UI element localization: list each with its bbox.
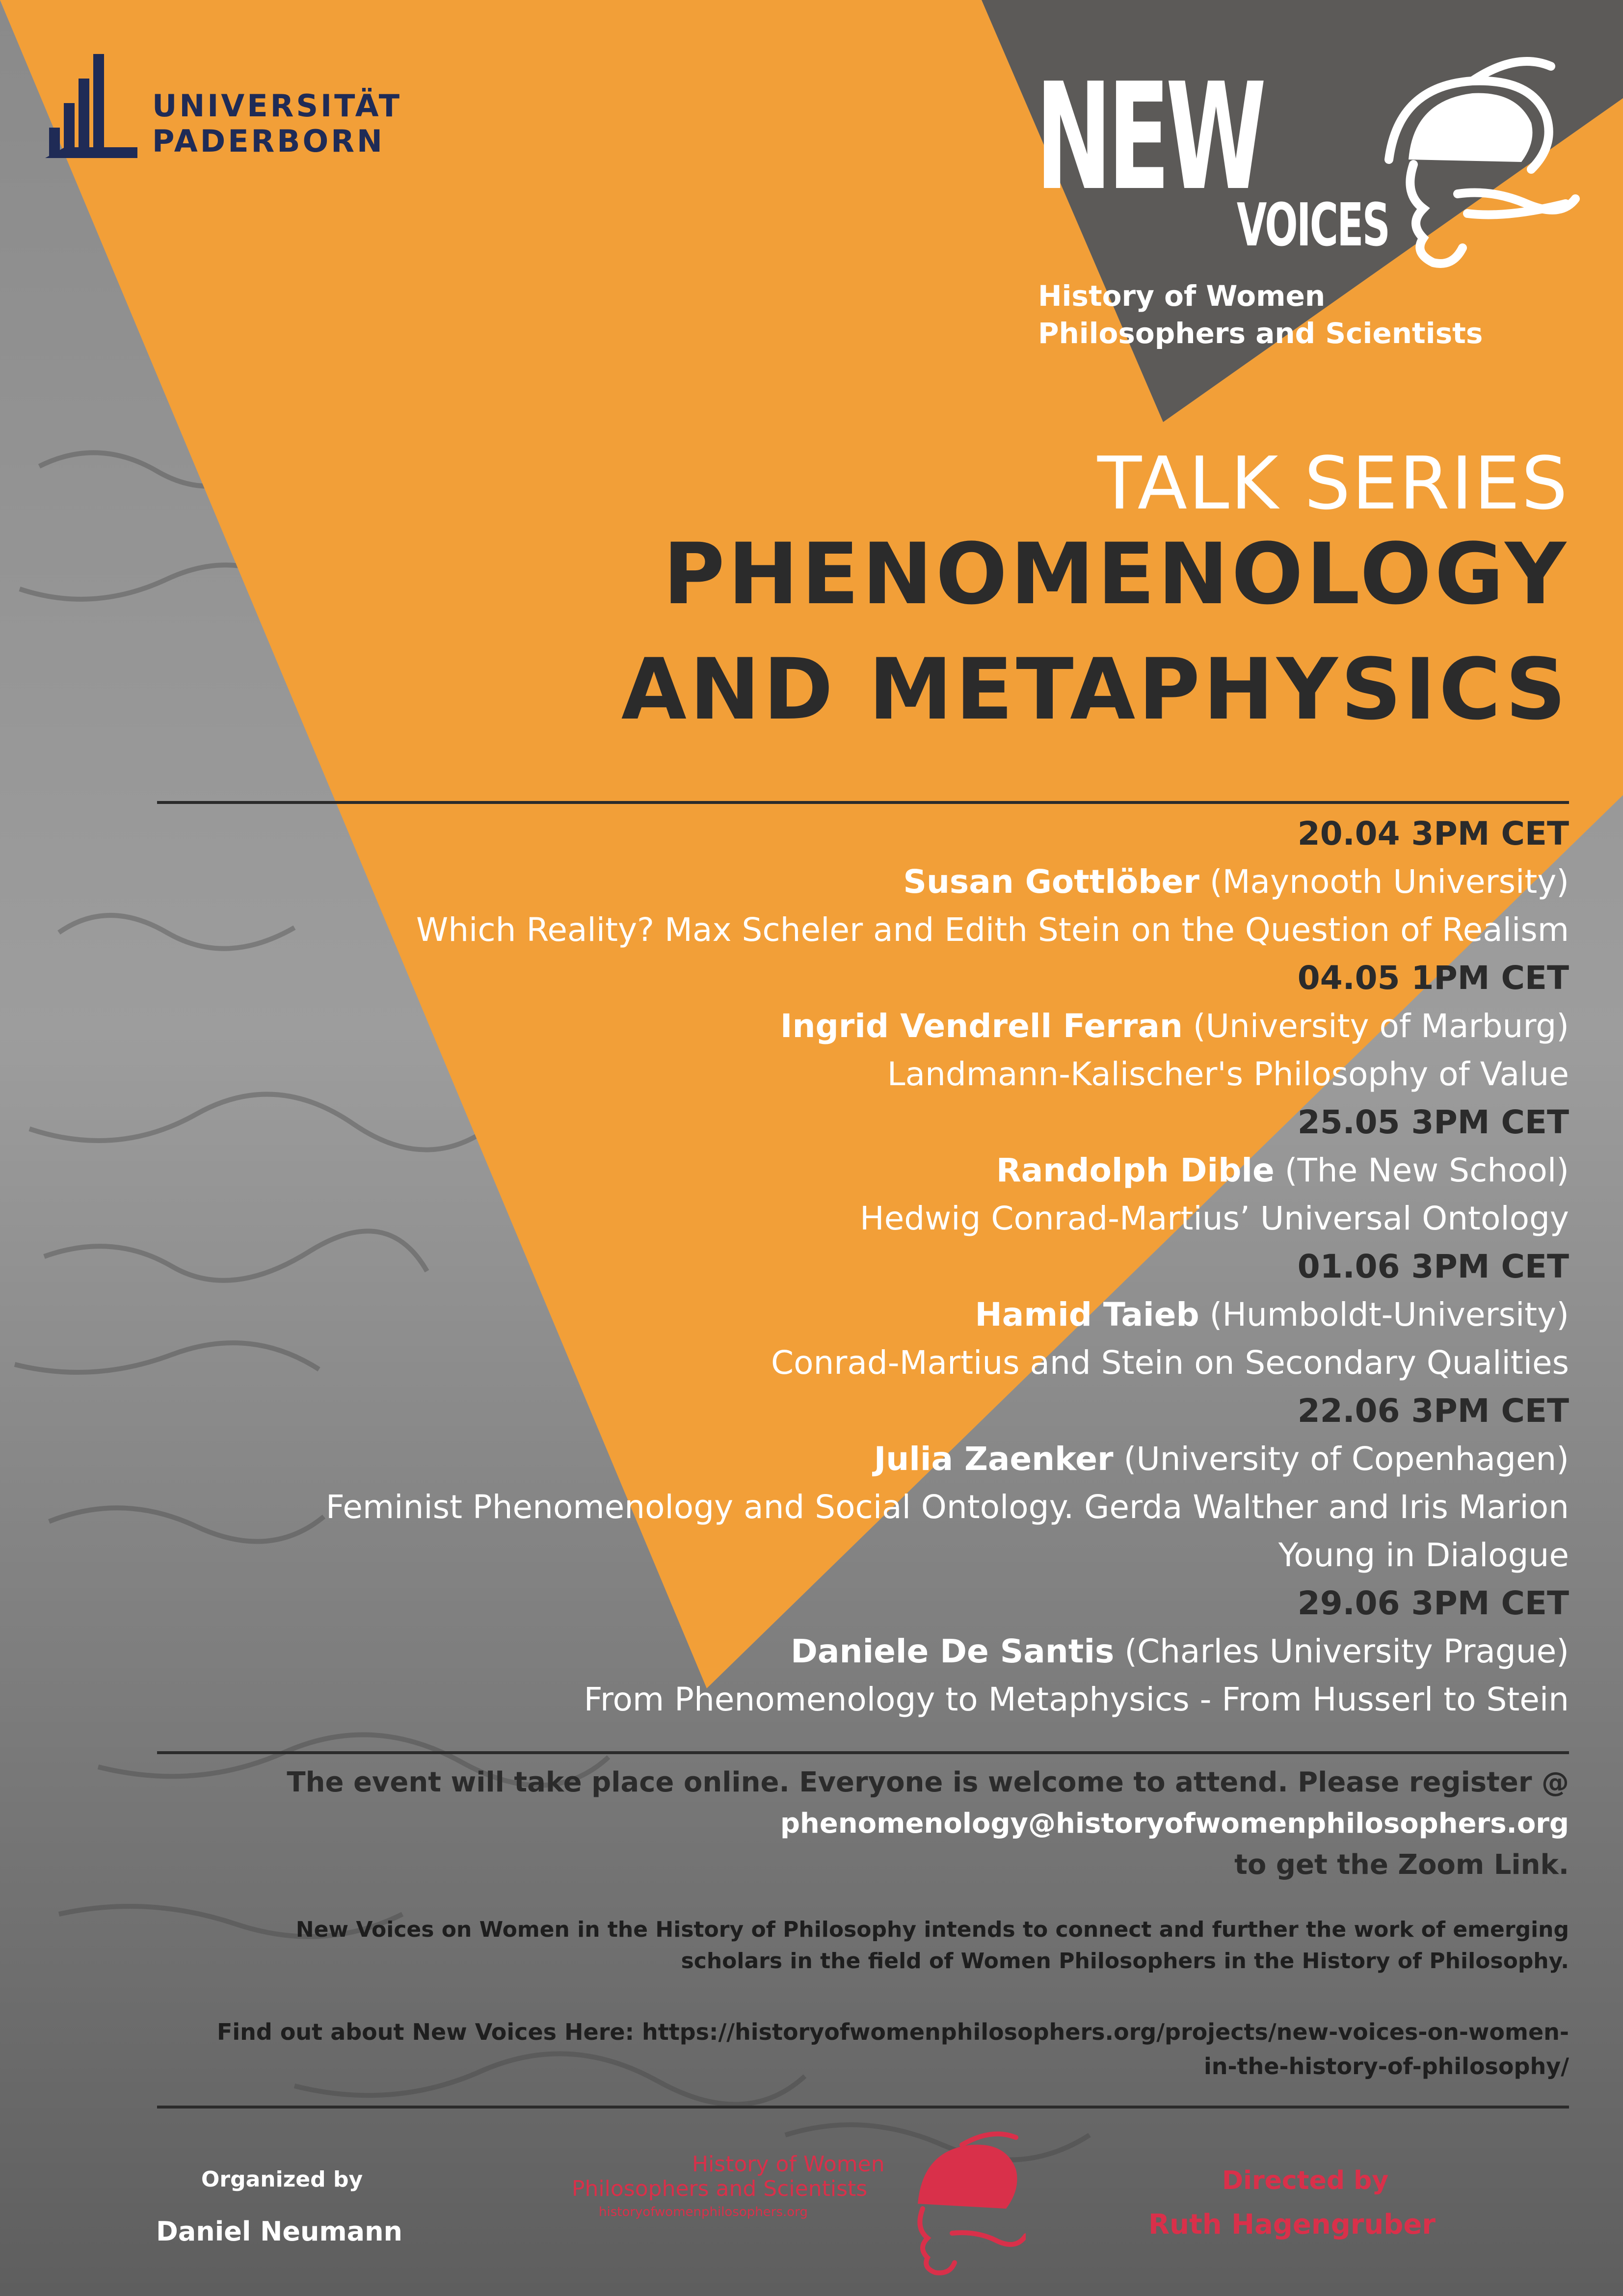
about-text [97,1914,1569,1977]
talk-title-continued: Young in Dialogue [1278,1536,1569,1574]
page-title-line1: PHENOMENOLOGY [663,525,1569,623]
organized-by-label: Organized by [201,2167,363,2192]
speaker-name: Hamid Taieb [975,1296,1199,1334]
talk-date: 01.06 3PM CET [1297,1248,1569,1285]
findout-line2[interactable]: in-the-history-of-philosophy/ [1203,2053,1569,2080]
hwp-helmet-icon [888,2130,1026,2282]
university-name [152,88,402,159]
talk-speaker-line [97,1291,1569,1339]
speaker-affiliation: (Charles University Prague) [1124,1632,1569,1670]
findout-line1[interactable]: Find out about New Voices Here: https://historyofwomenphilosophers.org/projects/new-voices-on-women- [216,2019,1569,2045]
talk-date: 29.06 3PM CET [1297,1584,1569,1622]
talk-item [97,810,1569,954]
talk-speaker-line [97,858,1569,906]
talk-title: Feminist Phenomenology and Social Ontology. Gerda Walther and Iris Marion [325,1488,1569,1526]
talk-date: 25.05 3PM CET [1297,1103,1569,1141]
speaker-name: Julia Zaenker [874,1440,1114,1478]
talk-title: Hedwig Conrad-Martius’ Universal Ontology [860,1200,1569,1237]
registration-email-link[interactable]: phenomenology@historyofwomenphilosophers.org [780,1808,1569,1840]
hwp-logo-url: historyofwomenphilosophers.org [599,2205,808,2219]
new-voices-logo-new: NEW [1036,52,1262,223]
talk-title: From Phenomenology to Metaphysics - From Husserl to Stein [584,1681,1569,1718]
talk-item [97,1579,1569,1724]
speaker-name: Daniele De Santis [791,1632,1115,1670]
divider-bottom [157,2106,1569,2109]
findout-link[interactable] [48,2015,1569,2083]
talk-item [97,1387,1569,1579]
talk-date: 04.05 1PM CET [1297,959,1569,997]
registration-line1: The event will take place online. Everyone is welcome to attend. Please register @ [287,1766,1569,1798]
talk-title: Conrad-Martius and Stein on Secondary Qualities [771,1344,1569,1382]
talk-speaker-line [97,1628,1569,1676]
organizer-name: Daniel Neumann [156,2216,403,2247]
hwp-logo-line1: History of Women [692,2152,885,2177]
new-voices-subtitle [1038,277,1483,352]
about-line2: scholars in the field of Women Philosophers in the History of Philosophy. [681,1949,1569,1974]
speaker-name: Susan Gottlöber [903,863,1199,901]
speaker-name: Randolph Dible [996,1151,1275,1189]
university-name-line2: PADERBORN [152,123,385,159]
new-voices-subtitle-line2: Philosophers and Scientists [1038,317,1483,350]
speaker-affiliation: (Maynooth University) [1209,863,1569,901]
divider-middle [157,1751,1569,1754]
page-title-line2: AND METAPHYSICS [621,640,1569,739]
speaker-affiliation: (The New School) [1284,1151,1569,1189]
talk-speaker-line [97,1147,1569,1195]
new-voices-subtitle-line1: History of Women [1038,279,1326,313]
talk-series-kicker: TALK SERIES [1097,441,1569,526]
director-name: Ruth Hagengruber [1148,2209,1436,2241]
speaker-affiliation: (University of Copenhagen) [1123,1440,1569,1478]
talk-date: 20.04 3PM CET [1297,815,1569,853]
helmeted-head-icon [1355,47,1580,277]
talk-item [97,1243,1569,1387]
talk-speaker-line [97,1002,1569,1050]
speaker-name: Ingrid Vendrell Ferran [780,1007,1183,1045]
talk-speaker-line [97,1435,1569,1483]
divider-top [157,801,1569,804]
talk-item [97,954,1569,1098]
about-line1: New Voices on Women in the History of Philosophy intends to connect and further the work of emerging [295,1917,1569,1942]
talk-title: Which Reality? Max Scheler and Edith Stein on the Question of Realism [416,911,1569,949]
hwp-logo-line2: Philosophers and Scientists [572,2176,868,2201]
talk-list [97,810,1569,1724]
university-name-line1: UNIVERSITÄT [152,88,402,124]
speaker-affiliation: (University of Marburg) [1193,1007,1569,1045]
talk-title: Landmann-Kalischer's Philosophy of Value [887,1055,1569,1093]
new-voices-logo-voices: VOICES [1237,191,1389,260]
directed-by-label: Directed by [1222,2166,1389,2195]
speaker-affiliation: (Humboldt-University) [1209,1296,1569,1334]
registration-line3: to get the Zoom Link. [1234,1849,1569,1881]
talk-date: 22.06 3PM CET [1297,1392,1569,1430]
registration-info [97,1762,1569,1886]
talk-item [97,1098,1569,1243]
